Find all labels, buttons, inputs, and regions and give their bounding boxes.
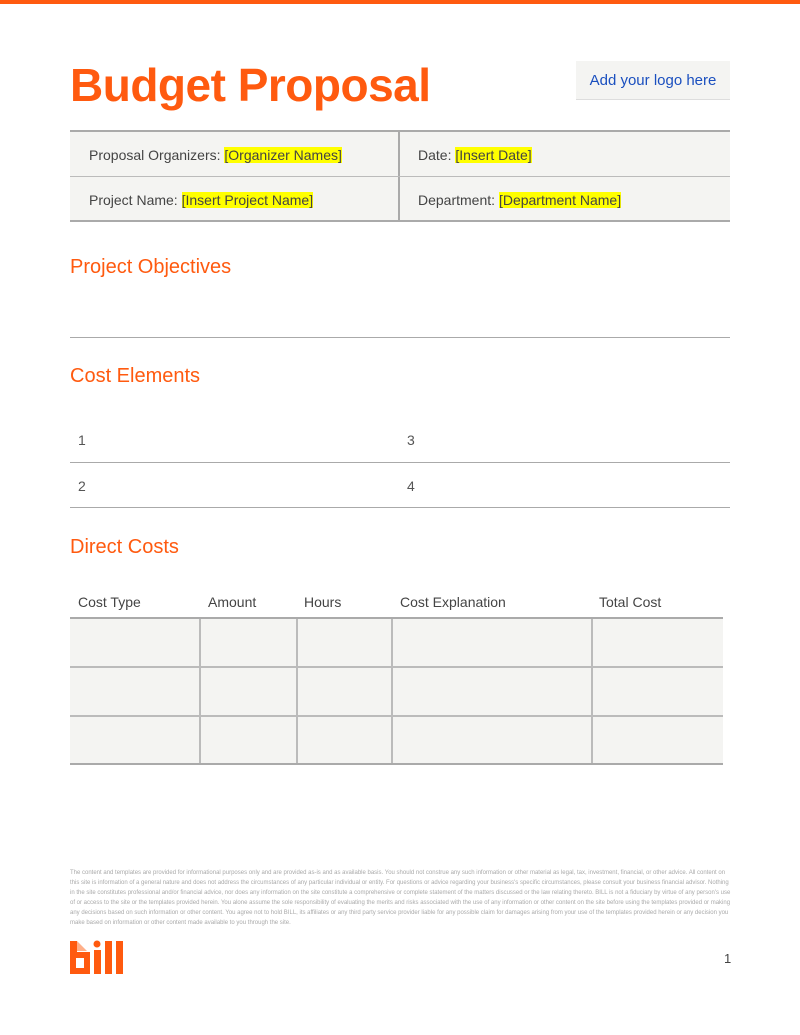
department-value: [Department Name] bbox=[498, 191, 622, 208]
disclaimer: The content and templates are provided for informational purposes only and are provided as-is and as available basis. You should not construe any such information or other material as legal, tax, investment, financial, or other advice. All content on this site is information of a general nature and does not address the circumstances of any particular individual or entity. For questions or advice regarding your business's specific circumstances, please consult your business financial advisor. Nothing in the site constitutes professional and/or financial advice, nor does any information on the site constitute a comprehensive or complete statement of the matters discussed or the law relating thereto. BILL is not a fiduciary by virtue of any person's use of or access to the site or the templates provided herein. You alone assume the sole responsibility of evaluating the merits and risks associated with the use of any information or other content on the site before using the templates provided or making any decisions based on such information or other content. You agree not to hold BILL, its affiliates or any third party service provider liable for any possible claim for damages arising from your use of the templates provided herein or any decision you make based on information or other content made available to you through the site. bbox=[70, 870, 731, 926]
direct-costs-heading: Direct Costs bbox=[70, 536, 179, 558]
divider bbox=[591, 619, 593, 763]
cost-element-1[interactable]: 1 bbox=[78, 432, 86, 448]
objectives-heading: Project Objectives bbox=[70, 256, 232, 278]
cost-element-4[interactable]: 4 bbox=[407, 478, 415, 494]
divider bbox=[70, 666, 723, 668]
top-accent-bar bbox=[0, 0, 800, 4]
logo-placeholder[interactable]: Add your logo here bbox=[576, 61, 730, 100]
row-divider bbox=[70, 462, 730, 463]
organizers-value: [Organizer Names] bbox=[224, 146, 342, 163]
cost-element-2[interactable]: 2 bbox=[78, 478, 86, 494]
objectives-rule bbox=[70, 337, 730, 338]
cost-elements-heading: Cost Elements bbox=[70, 365, 201, 387]
divider bbox=[199, 619, 201, 763]
organizers-field[interactable]: Proposal Organizers: [Organizer Names] bbox=[89, 146, 342, 163]
column-header-total-cost: Total Cost bbox=[599, 594, 662, 610]
date-field[interactable]: Date: [Insert Date] bbox=[418, 146, 532, 163]
cost-element-3[interactable]: 3 bbox=[407, 432, 415, 448]
page-title: Budget Proposal bbox=[70, 59, 431, 111]
column-header-hours: Hours bbox=[304, 594, 342, 610]
department-field[interactable]: Department: [Department Name] bbox=[418, 191, 622, 208]
bill-logo bbox=[70, 938, 124, 979]
column-header-amount: Amount bbox=[208, 594, 257, 610]
proposal-info-table bbox=[70, 130, 730, 222]
date-value: [Insert Date] bbox=[455, 146, 532, 163]
page-number: 1 bbox=[724, 951, 732, 966]
divider bbox=[296, 619, 298, 763]
column-header-cost-explanation: Cost Explanation bbox=[400, 594, 506, 610]
divider bbox=[70, 715, 723, 717]
project-name-field[interactable]: Project Name: [Insert Project Name] bbox=[89, 191, 314, 208]
direct-costs-table[interactable] bbox=[70, 617, 723, 765]
column-header-cost-type: Cost Type bbox=[78, 594, 141, 610]
project-name-value: [Insert Project Name] bbox=[181, 191, 314, 208]
row-divider bbox=[70, 507, 730, 508]
divider bbox=[391, 619, 393, 763]
